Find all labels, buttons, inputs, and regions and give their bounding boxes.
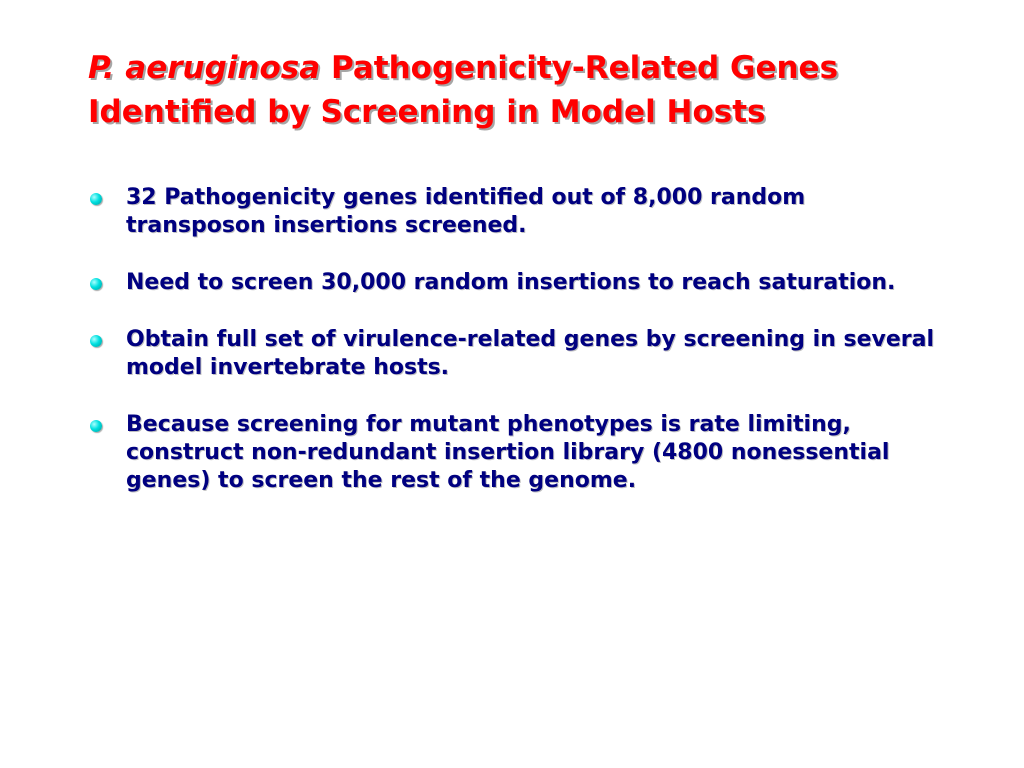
round-bullet-icon [90,193,102,205]
title-line2: Identified by Screening in Model Hosts [88,94,766,130]
bullet-list [88,184,948,524]
bullet-item [88,269,948,297]
round-bullet-icon [90,278,102,290]
bullet-item [88,411,948,495]
bullet-item [88,326,948,382]
bullet-text: Obtain full set of virulence-related genes by screening in several model invertebrate hosts. [126,327,935,380]
bullet-item [88,184,948,240]
round-bullet-icon [90,420,102,432]
slide-title [88,46,968,134]
bullet-text: Because screening for mutant phenotypes is rate limiting, construct non-redundant insertion library (4800 nonessential genes) to screen the rest of the genome. [126,412,890,493]
round-bullet-icon [90,335,102,347]
bullet-text: 32 Pathogenicity genes identified out of 8,000 random transposon insertions screened. [126,185,806,238]
bullet-text: Need to screen 30,000 random insertions to reach saturation. [126,270,896,295]
title-species: P. aeruginosa [88,50,321,86]
title-line1-rest: Pathogenicity-Related Genes [320,50,839,86]
